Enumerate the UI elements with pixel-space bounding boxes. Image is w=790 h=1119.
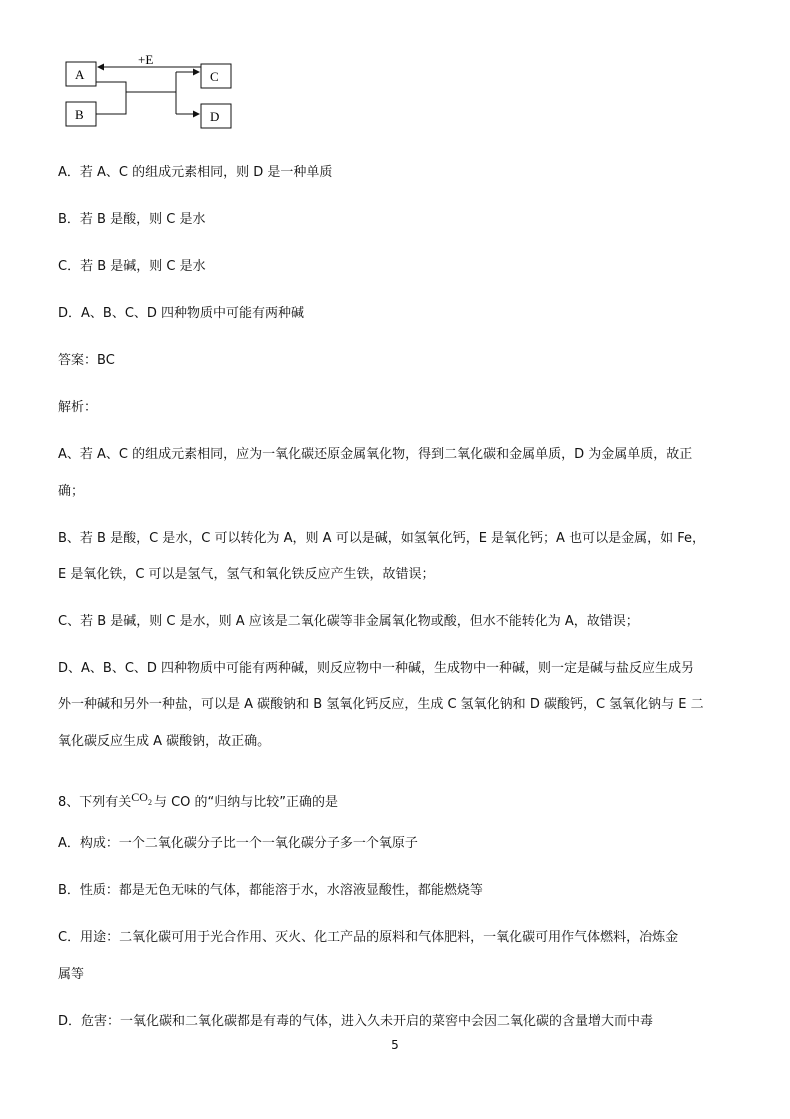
q8-option-b: B．性质：都是无色无味的气体，都能溶于水，水溶液显酸性，都能燃烧等 xyxy=(58,883,483,898)
box-a-label: A xyxy=(75,67,85,82)
co2-formula xyxy=(131,789,152,811)
q8-stem-suffix: 与 CO 的“归纳与比较”正确的是 xyxy=(153,795,338,810)
q7-option-b: B．若 B 是酸，则 C 是水 xyxy=(58,212,206,227)
page-number: 5 xyxy=(391,1038,399,1052)
q7-analysis-b-line1: B、若 B 是酸，C 是水，C 可以转化为 A，则 A 可以是碱，如氢氧化钙，E 是氧化钙；A 也可以是金属，如 Fe， xyxy=(58,531,705,546)
box-b-label: B xyxy=(75,107,84,122)
q7-option-c: C．若 B 是碱，则 C 是水 xyxy=(58,259,206,274)
q8-option-c-line2: 属等 xyxy=(58,967,85,982)
box-c-label: C xyxy=(210,69,219,84)
q7-option-d: D．A、B、C、D 四种物质中可能有两种碱 xyxy=(58,306,305,321)
q8-stem-prefix: 8、下列有关 xyxy=(58,795,132,810)
q7-analysis-d-line2: 外一种碱和另外一种盐，可以是 A 碳酸钠和 B 氢氧化钙反应，生成 C 氢氧化钠和 D 碳酸钙，C 氢氧化钠与 E 二 xyxy=(58,697,704,712)
q8-option-d: D．危害：一氧化碳和二氧化碳都是有毒的气体，进入久未开启的菜窖中会因二氧化碳的含量增大而中毒 xyxy=(58,1014,654,1029)
diagram-svg xyxy=(62,50,242,132)
q7-analysis-d-line1: D、A、B、C、D 四种物质中可能有两种碱，则反应物中一种碱，生成物中一种碱，则一定是碱与盐反应生成另 xyxy=(58,661,695,676)
q7-analysis-d-line3: 氧化碳反应生成 A 碳酸钠，故正确。 xyxy=(58,734,271,749)
q8-stem xyxy=(58,789,338,811)
box-d-label: D xyxy=(210,109,220,124)
q7-answer: 答案：BC xyxy=(58,353,115,368)
reactant-bracket xyxy=(96,82,126,114)
q7-option-a: A．若 A、C 的组成元素相同，则 D 是一种单质 xyxy=(58,165,333,180)
arrow-label: +E xyxy=(138,52,154,67)
q7-analysis-title: 解析： xyxy=(58,400,98,415)
reaction-diagram xyxy=(62,50,242,132)
q8-option-a: A．构成：一个二氧化碳分子比一个一氧化碳分子多一个氧原子 xyxy=(58,836,418,851)
co2-formula-base: CO xyxy=(131,790,148,804)
q7-analysis-a-line2: 确； xyxy=(58,484,85,499)
q7-analysis-a-line1: A、若 A、C 的组成元素相同，应为一氧化碳还原金属氧化物，得到二氧化碳和金属单质，D 为金属单质，故正 xyxy=(58,447,693,462)
q8-option-c-line1: C．用途：二氧化碳可用于光合作用、灭火、化工产品的原料和气体肥料，一氧化碳可用作气体燃料，冶炼金 xyxy=(58,930,679,945)
q7-analysis-c: C、若 B 是碱，则 C 是水，则 A 应该是二氧化碳等非金属氧化物或酸，但水不能转化为 A，故错误； xyxy=(58,614,639,629)
co2-formula-sub: 2 xyxy=(147,798,152,807)
q7-analysis-b-line2: E 是氧化铁，C 可以是氢气，氢气和氧化铁反应产生铁，故错误； xyxy=(58,567,435,582)
